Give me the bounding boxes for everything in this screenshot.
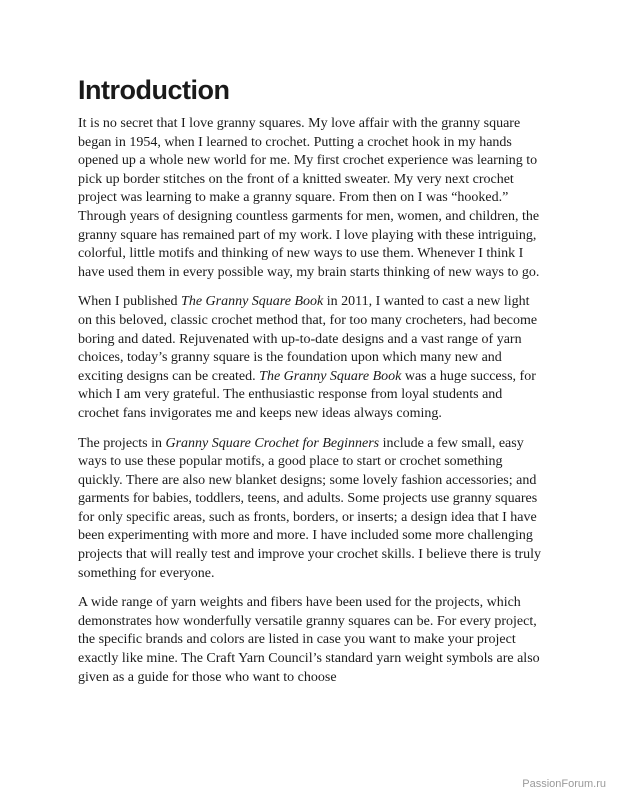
watermark: PassionForum.ru xyxy=(522,778,606,790)
paragraph-3 xyxy=(78,435,546,584)
paragraph-3-text: The projects in xyxy=(78,435,166,451)
paragraph-2 xyxy=(78,293,546,423)
paragraph-3-text: include a few small, easy ways to use these popular motifs, a good place to start or crochet something quickly. There are also new blanket designs; some lovely fashion accessories; and garments for babies, toddlers, teens, and adults. Some projects use granny squares for only specific areas, such as fronts, borders, or inserts; a design idea that I have been experimenting with more and more. I have included some more challenging projects that will really test and improve your crochet skills. I believe there is truly something for everyone. xyxy=(78,435,542,581)
paragraph-4 xyxy=(78,594,546,687)
page-title: Introduction xyxy=(78,75,230,105)
book-title-italic: The Granny Square Book xyxy=(259,368,402,384)
body-text xyxy=(78,115,546,698)
paragraph-4-text: A wide range of yarn weights and fibers have been used for the projects, which demonstrates how wonderfully versatile granny squares can be. For every project, the specific brands and colors are listed in case you want to make your project exactly like mine. The Craft Yarn Council’s standard yarn weight symbols are also given as a guide for those who want to choose xyxy=(78,595,540,685)
paragraph-2-text: When I published xyxy=(78,294,182,310)
paragraph-1 xyxy=(78,115,546,282)
paragraph-2-text: in 2011, I wanted to cast a new light on this beloved, classic crochet method that, for too many crocheters, had become boring and dated. Rejuvenated with up-to-date designs and a vast range of yarn choices, today’s granny square is the foundation upon which many new and exciting designs can be created. xyxy=(78,294,538,384)
paragraph-2-text: was a huge success, for which I am very grateful. The enthusiastic response from loyal students and crochet fans invigorates me and keeps new ideas always coming. xyxy=(78,368,536,421)
book-title-italic: The Granny Square Book xyxy=(181,294,324,310)
book-title-italic: Granny Square Crochet for Beginners xyxy=(165,435,380,451)
paragraph-1-text: It is no secret that I love granny squares. My love affair with the granny square began in 1954, when I learned to crochet. Putting a crochet hook in my hands opened up a whole new world for me. My first crochet experience was learning to pick up border stitches on the front of a knitted sweater. My very next crochet project was learning to make a granny square. From then on I was “hooked.” Through years of designing countless garments for men, women, and children, the granny square has remained part of my work. I love playing with these intriguing, colorful, little motifs and thinking of new ways to use them. Whenever I think I have used them in every possible way, my brain starts thinking of new ways to go. xyxy=(78,116,540,280)
